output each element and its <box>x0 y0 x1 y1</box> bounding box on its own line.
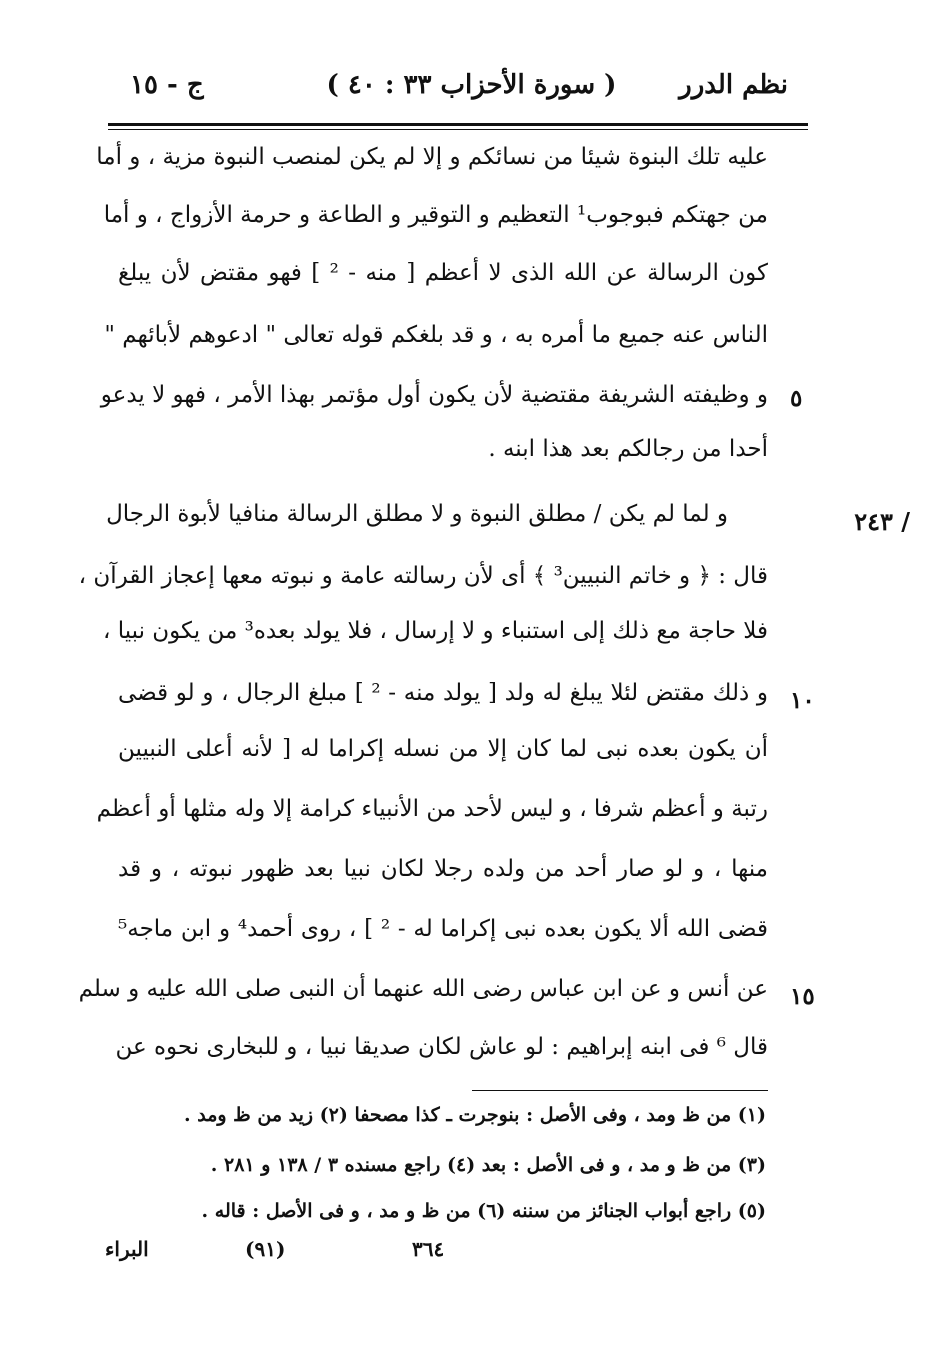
text-line-8: قال : ﴿ و خاتم النبيين³ ﴾ أى لأن رسالته عامة و نبوته معها إعجاز القرآن ، <box>78 563 768 589</box>
margin-page-number: / ٢٤٣ <box>854 507 910 536</box>
text-line-3: كون الرسالة عن الله الذى لا أعظم [ منه - ² ] فهو مقتض لأن يبلغ <box>118 260 768 286</box>
text-line-10: و ذلك مقتض لئلا يبلغ له ولد [ يولد منه - ² ] مبلغ الرجال ، و لو قضى <box>118 680 768 706</box>
text-line-15: عن أنس و عن ابن عباس رضى الله عنهما أن النبى صلى الله عليه و سلم <box>78 976 768 1002</box>
catchword: البراء <box>105 1237 149 1261</box>
footnote-line-3: (٥) راجع أبواب الجنائز من سننه (٦) من ظ و مد ، و فى الأصل : قاله . <box>201 1200 766 1222</box>
volume-number: ج - ١٥ <box>130 70 204 100</box>
text-line-2: من جهتكم فبوجوب¹ التعظيم و التوقير و الطاعة و حرمة الأزواج ، و أما <box>103 202 768 228</box>
sheet-number: (٩١) <box>245 1237 286 1261</box>
line-number-10: ١٠ <box>790 687 815 714</box>
footnote-line-1: (١) من ظ ومد ، وفى الأصل : بنوجرت ـ كذا مصحفا (٢) زيد من ظ ومد . <box>184 1104 766 1126</box>
text-line-7: و لما لم يكن / مطلق النبوة و لا مطلق الرسالة منافيا لأبوة الرجال <box>106 501 728 527</box>
line-number-15: ١٥ <box>790 983 815 1010</box>
text-line-12: رتبة و أعظم شرفا ، و ليس لأحد من الأنبياء كرامة إلا وله مثلها أو أعظم <box>96 796 768 822</box>
text-line-6: أحدا من رجالكم بعد هذا ابنه . <box>488 436 768 462</box>
text-line-13: منها ، و لو صار أحد من ولده رجلا لكان نبيا بعد ظهور نبوته ، و قد <box>118 856 768 882</box>
running-title: نظم الدرر <box>679 70 788 100</box>
footnote-line-2: (٣) من ظ و مد ، و فى الأصل : بعد (٤) راجع مسنده ٣ / ١٣٨ و ٢٨١ . <box>210 1154 766 1176</box>
page-number: ٣٦٤ <box>412 1237 445 1261</box>
text-line-16: قال ⁶ فى ابنه إبراهيم : لو عاش لكان صديقا نبيا ، و للبخارى نحوه عن <box>115 1034 768 1060</box>
text-line-4: الناس عنه جميع ما أمره به ، و قد بلغكم قوله تعالى " ادعوهم لأبائهم " <box>104 322 768 348</box>
text-line-9: فلا حاجة مع ذلك إلى استنباء و لا إرسال ، فلا يولد بعده³ من يكون نبيا ، <box>102 618 768 644</box>
text-line-5: و وظيفته الشريفة مقتضية لأن يكون أول مؤتمر بهذا الأمر ، فهو لا يدعو <box>100 382 768 408</box>
text-line-1: عليه تلك البنوة شيئا من نسائكم و إلا لم يكن لمنصب النبوة مزية ، و أما <box>96 144 768 170</box>
header-rule-thick <box>108 123 808 126</box>
footnote-rule <box>472 1090 768 1091</box>
surah-reference: ( سورة الأحزاب ٣٣ : ٤٠ ) <box>326 70 617 100</box>
text-line-11: أن يكون بعده نبى لما كان إلا من نسله إكراما له [ لأنه أعلى النبيين <box>118 736 768 762</box>
text-line-14: قضى الله ألا يكون بعده نبى إكراما له - ² ] ، روى أحمد⁴ و ابن ماجه⁵ <box>118 916 768 942</box>
line-number-5: ٥ <box>790 385 803 412</box>
header-rule-thin <box>108 129 808 130</box>
